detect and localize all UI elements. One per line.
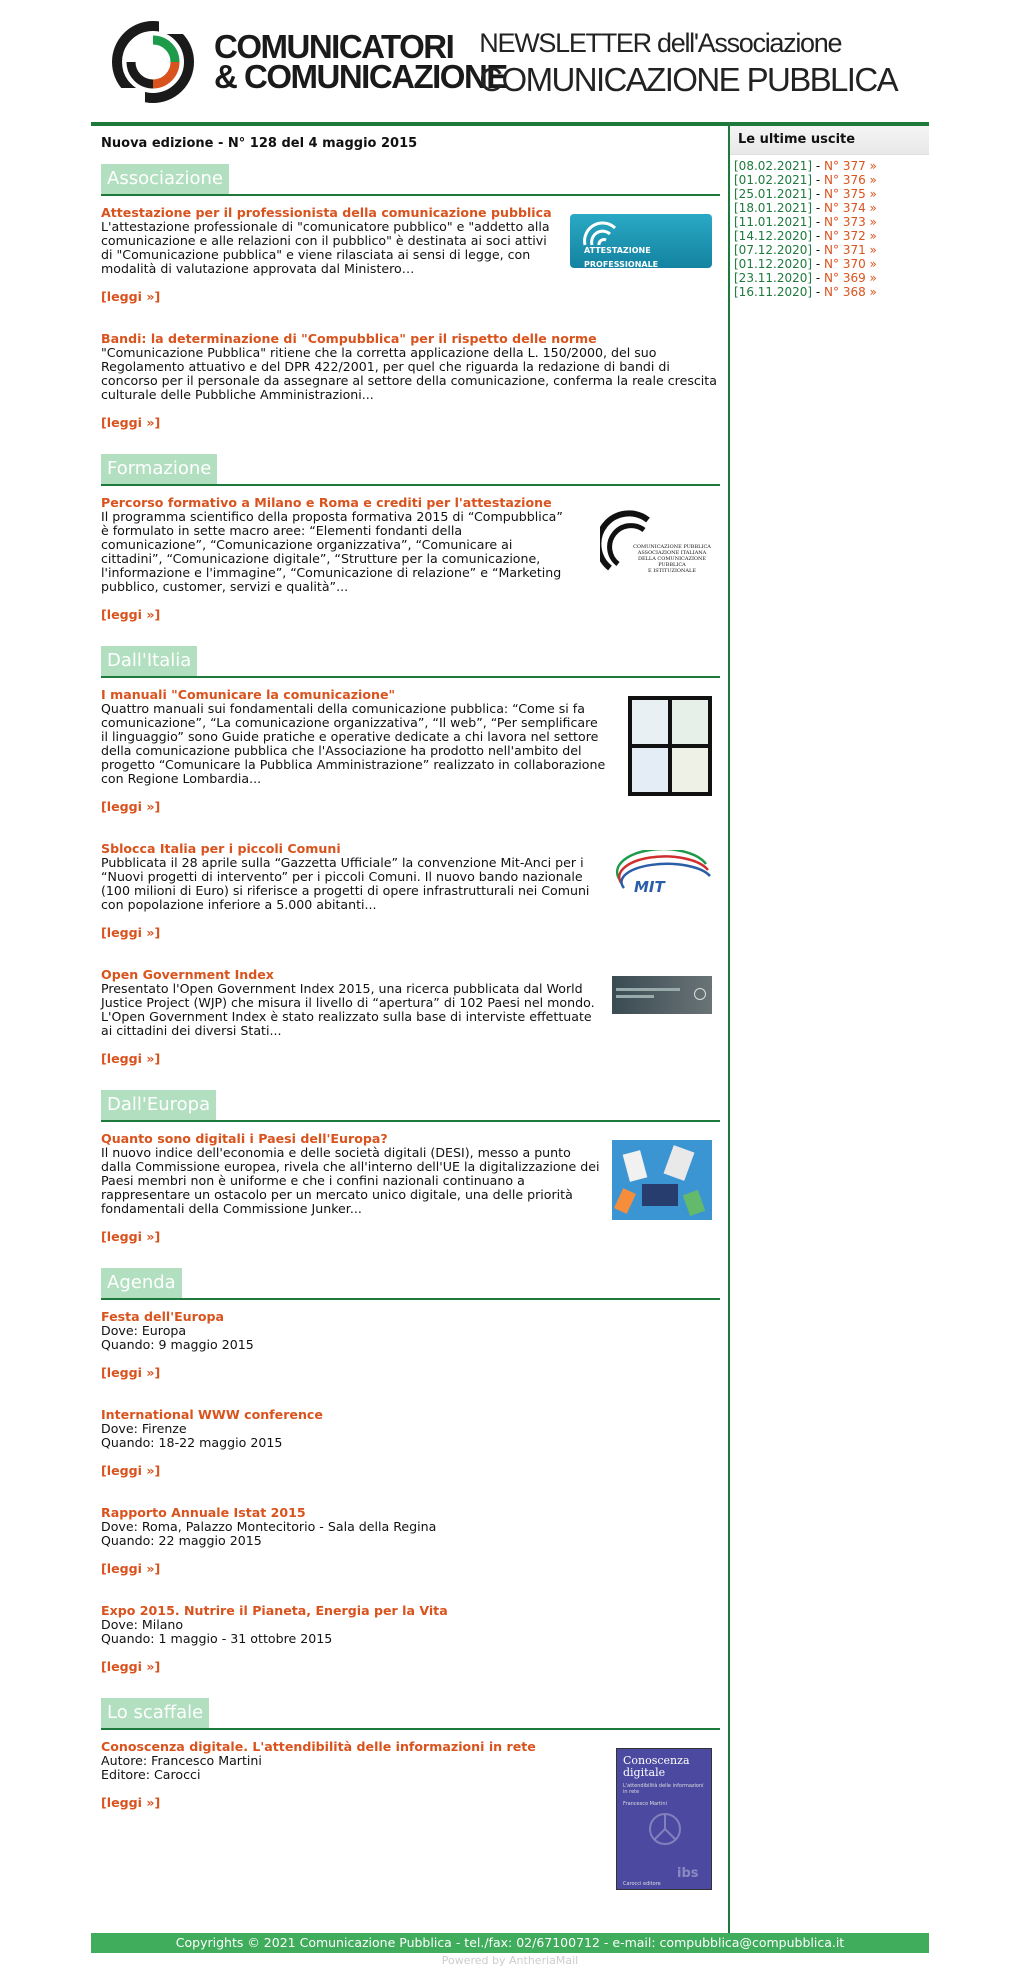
mit-logo: MIT [616,850,712,900]
article-text: L'attestazione professionale di "comunicatore pubblico" e "addetto alla comunicazione e alle relazioni con il pubblico" è destinata ai soci attivi di "Comunicazione pubblica" e viene rilasciata ai sensi di legge, con modalità di valutazione approvata dal Ministero… [101,219,550,276]
article [101,496,720,622]
event-where: Dove: Milano [101,1617,184,1632]
agenda-event [101,1506,720,1576]
read-more-link[interactable]: [leggi »] [101,799,161,814]
article-title-link[interactable]: Percorso formativo a Milano e Roma e crediti per l'attestazione [101,495,552,510]
read-more-link[interactable]: [leggi »] [101,415,161,430]
issue-item: [11.01.2021] - N° 373 » [734,215,877,229]
article-text: Quattro manuali sui fondamentali della comunicazione pubblica: “Come si fa comunicazione”, “La comunicazione organizzativa”, “Il web”, “Per semplificare il linguaggio” sono Guide pratiche e operative dedicate a chi lavora nel settore della comunicazione pubblica che l'Associazione ha prodotto nell'ambito del progetto “Comunicare la Pubblica Amministrazione” realizzato in collaborazione con Regione Lombardia... [101,701,606,786]
article-title-link[interactable]: Sblocca Italia per i piccoli Comuni [101,841,341,856]
article [101,688,720,814]
article [101,1132,720,1244]
event-title-link[interactable]: Expo 2015. Nutrire il Pianeta, Energia per la Vita [101,1603,448,1618]
read-more-link[interactable]: [leggi »] [101,1659,161,1674]
sidebar-heading: Le ultime uscite [730,126,929,155]
section-heading: Agenda [101,1268,720,1300]
event-when: Quando: 18-22 maggio 2015 [101,1435,283,1450]
read-more-link[interactable]: [leggi »] [101,1561,161,1576]
event-title-link[interactable]: Festa dell'Europa [101,1309,225,1324]
issue-link[interactable]: N° 370 » [824,257,877,271]
section-scaffale [101,1698,720,1887]
event-when: Quando: 9 maggio 2015 [101,1337,254,1352]
issue-item: [01.02.2021] - N° 376 » [734,173,877,187]
edition-title: Nuova edizione - N° 128 del 4 maggio 2015 [101,136,418,151]
section-europa [101,1090,720,1244]
event-where: Dove: Roma, Palazzo Montecitorio - Sala della Regina [101,1519,437,1534]
issue-link[interactable]: N° 371 » [824,243,877,257]
logo-icon [109,18,197,106]
compubblica-logo: COMUNICAZIONE PUBBLICA ASSOCIAZIONE ITALIANA DELLA COMUNICAZIONE PUBBLICA E ISTITUZIONALE [600,508,712,578]
issue-item: [01.12.2020] - N° 370 » [734,257,877,271]
section-heading: Dall'Europa [101,1090,720,1122]
header [91,0,929,124]
issue-item: [18.01.2021] - N° 374 » [734,201,877,215]
section-heading: Associazione [101,164,720,196]
agenda-event [101,1604,720,1674]
issue-link[interactable]: N° 375 » [824,187,877,201]
agenda-event [101,1310,720,1380]
event-when: Quando: 1 maggio - 31 ottobre 2015 [101,1631,333,1646]
article-text: Il programma scientifico della proposta formativa 2015 di “Compubblica” è formulato in sette macro aree: “Elementi fondanti della comunicazione”, “Comunicazione organizzativa”, “Comunicare ai cittadini”, “Comunicazione digitale”, “Strutture per la comunicazione, l'informazione e l'immagine”, “Comunicazione di relazione” e “Marketing pubblico, customer, servizi e qualità”... [101,509,563,594]
book-cover-image: Conoscenza digitale L'attendibilità delle informazioni in rete Francesco Martini Carocci editore ibs [616,1748,712,1890]
article-title-link[interactable]: Bandi: la determinazione di "Compubblica" per il rispetto delle norme [101,331,597,346]
section-associazione [101,164,720,430]
brand-line-2: & COMUNICAZIONE [214,58,507,95]
article-title-link[interactable]: Attestazione per il professionista della comunicazione pubblica [101,205,552,220]
issue-item: [08.02.2021] - N° 377 » [734,159,877,173]
article [101,332,720,430]
read-more-link[interactable]: [leggi »] [101,289,161,304]
issue-item: [23.11.2020] - N° 369 » [734,271,877,285]
agenda-event [101,1408,720,1478]
footer: Copyrights © 2021 Comunicazione Pubblica - tel./fax: 02/67100712 - e-mail: compubblica@compubblica.it [91,1933,929,1953]
book-publisher: Editore: Carocci [101,1767,201,1782]
article-text: "Comunicazione Pubblica" ritiene che la corretta applicazione della L. 150/2000, del suo Regolamento attuativo e del DPR 422/2001, per quel che riguarda la redazione di bandi di concorso per il personale da assegnare al settore della comunicazione, conferma la reale crescita culturale delle Pubbliche Amministrazioni... [101,345,717,402]
issue-item: [25.01.2021] - N° 375 » [734,187,877,201]
read-more-link[interactable]: [leggi »] [101,1463,161,1478]
watermark-icon [647,1811,683,1847]
read-more-link[interactable]: [leggi »] [101,1365,161,1380]
issue-link[interactable]: N° 369 » [824,271,877,285]
newsletter-title [479,28,897,99]
issue-link[interactable]: N° 372 » [824,229,877,243]
article-title-link[interactable]: Open Government Index [101,967,274,982]
issue-link[interactable]: N° 368 » [824,285,877,299]
section-heading: Lo scaffale [101,1698,720,1730]
read-more-link[interactable]: [leggi »] [101,1795,161,1810]
section-heading: Dall'Italia [101,646,720,678]
issue-item: [14.12.2020] - N° 372 » [734,229,877,243]
event-where: Dove: Europa [101,1323,187,1338]
main-column [91,126,730,1933]
read-more-link[interactable]: [leggi »] [101,1229,161,1244]
book-author: Autore: Francesco Martini [101,1753,262,1768]
read-more-link[interactable]: [leggi »] [101,1051,161,1066]
newsletter [91,0,929,1967]
section-heading: Formazione [101,454,720,486]
book-article [101,1739,720,1887]
issue-link[interactable]: N° 374 » [824,201,877,215]
article-title-link[interactable]: Quanto sono digitali i Paesi dell'Europa? [101,1131,388,1146]
section-italia [101,646,720,1066]
issue-item: [16.11.2020] - N° 368 » [734,285,877,299]
open-government-image [612,976,712,1014]
read-more-link[interactable]: [leggi »] [101,925,161,940]
article-text: Presentato l'Open Government Index 2015, una ricerca pubblicata dal World Justice Project (WJP) che misura il livello di “apertura” di 102 Paesi nel mondo. L'Open Government Index è stato realizzato sulla base di interviste effettuate ai cittadini dei diversi Stati... [101,981,595,1038]
issue-link[interactable]: N° 377 » [824,159,877,173]
digital-devices-image [612,1140,712,1220]
read-more-link[interactable]: [leggi »] [101,607,161,622]
issue-list [734,159,929,299]
newsletter-line-1: NEWSLETTER dell'Associazione [479,28,842,58]
article [101,842,720,940]
brand-name [214,28,507,95]
issue-item: [07.12.2020] - N° 371 » [734,243,877,257]
section-agenda [101,1268,720,1674]
article-title-link[interactable]: I manuali "Comunicare la comunicazione" [101,687,396,702]
article-text: Pubblicata il 28 aprile sulla “Gazzetta Ufficiale” la convenzione Mit-Anci per i “Nuovi progetti di intervento” per i piccoli Comuni. Il nuovo bando nazionale (100 milioni di Euro) si riferisce a progetti di opere infrastrutturali nei Comuni con popolazione inferiore a 5.000 abitanti... [101,855,590,912]
sidebar [730,126,929,299]
event-where: Dove: Firenze [101,1421,187,1436]
article-text: Il nuovo indice dell'economia e delle società digitali (DESI), messo a punto dalla Commissione europea, rivela che all'interno dell'UE la digitalizzazione dei Paesi membri non è uniforme e che i confini nazionali continuano a rappresentare un ostacolo per un mercato unico digitale, una delle priorità fondamentali della Commissione Junker... [101,1145,600,1216]
event-title-link[interactable]: Rapporto Annuale Istat 2015 [101,1505,306,1520]
event-when: Quando: 22 maggio 2015 [101,1533,262,1548]
event-title-link[interactable]: International WWW conference [101,1407,323,1422]
play-icon [694,988,706,1000]
powered-by: Powered by AntheriaMail [441,1954,579,1967]
article [101,968,720,1066]
newsletter-line-2: COMUNICAZIONE PUBBLICA [479,61,897,98]
brand-line-1: COMUNICATORI [214,28,454,65]
book-title-link[interactable]: Conoscenza digitale. L'attendibilità delle informazioni in rete [101,1739,536,1754]
article [101,206,720,304]
issue-link[interactable]: N° 376 » [824,173,877,187]
issue-link[interactable]: N° 373 » [824,215,877,229]
manuals-image [628,696,712,796]
section-formazione [101,454,720,622]
attestazione-image: ATTESTAZIONE PROFESSIONALE [570,214,712,268]
